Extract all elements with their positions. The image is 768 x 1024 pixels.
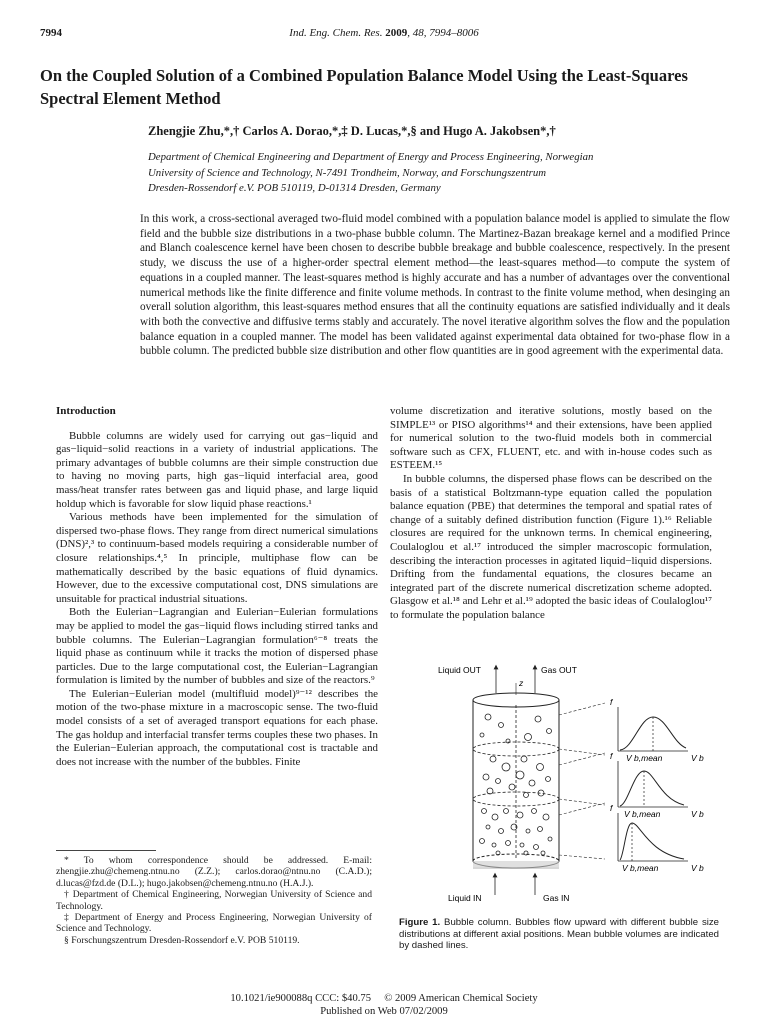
journal-volume-pages: , 48, 7994–8006: [407, 27, 479, 39]
f-axis-label: f: [610, 751, 613, 761]
gas-in-label: Gas IN: [543, 893, 570, 903]
bubble-volume-label: V b: [691, 863, 704, 873]
z-axis-label: z: [519, 678, 524, 688]
bubble-volume-label: V b: [691, 809, 704, 819]
body-paragraph: volume discretization and iterative solutions, mostly based on the SIMPLE¹³ or PISO algorithms¹⁴ and their extensions, have been applied for numerical solution to the two-fluid models both in commercial software such as CFX, FLUENT, etc. and with in-house codes such as ESTEEM.¹⁵: [390, 405, 712, 472]
page-number: 7994: [40, 27, 62, 39]
liquid-in-label: Liquid IN: [448, 893, 482, 903]
journal-citation: [0, 27, 768, 39]
mean-volume-label: V b,mean: [622, 863, 659, 873]
body-paragraph: Both the Eulerian−Lagrangian and Eulerian−Eulerian formulations may be applied to model the gas−liquid flows including stirred tanks and bubble columns. The Eulerian−Lagrangian formulation⁶⁻⁸ treats the liquid phase as continuum while it tracks the motion of dispersed phase particles. Due to the large computational cost, the Eulerian−Lagrangian formulation is limited by the number of bubbles and size of the reactors.⁹: [56, 606, 378, 687]
journal-name: Ind. Eng. Chem. Res.: [289, 27, 383, 39]
author-list: Zhengjie Zhu,*,† Carlos A. Dorao,*,‡ D. Lucas,*,§ and Hugo A. Jakobsen*,†: [148, 124, 556, 138]
body-paragraph: The Eulerian−Eulerian model (multifluid model)⁹⁻¹² describes the motion of the two-phase mixture in a macroscopic sense. The two-fluid model consists of a set of averaged transport equations for each phase. The gas holdup and interfacial transfer terms couples these two phases. In the Eulerian−Eulerian approach, the computational cost is tractable and does not increase with the number of the bubbles. Finite: [56, 687, 378, 768]
figure-caption-text: Bubble column. Bubbles flow upward with different bubble size distributions at different axial positions. Mean bubble volumes are indicated by dashed lines.: [399, 917, 720, 951]
gas-out-label: Gas OUT: [541, 665, 577, 675]
published-date: Published on Web 07/02/2009: [320, 1006, 448, 1017]
right-column: [390, 405, 712, 623]
bubble-volume-label: V b: [691, 753, 704, 763]
f-axis-label: f: [610, 803, 613, 813]
section-heading-introduction: Introduction: [56, 405, 116, 417]
page-footer: [0, 992, 768, 1018]
affiliation-line: Dresden-Rossendorf e.V. POB 510119, D-01314 Dresden, Germany: [148, 182, 441, 194]
abstract: In this work, a cross-sectional averaged two-fluid model combined with a population balance model is applied to simulate the flow field and the bubble size distributions in a two-phase bubble column. The Martinez-Bazan breakage kernel and a modified Prince and Blanch coalescence kernel have been chosen to describe bubble breakage and bubble coalescence, respectively. In the present study, we discuss the use of a higher-order spectral element method—the least-squares method—to compute the system of equations in a coupled manner. The least-squares method is highly accurate and has a number of advantages over the conventional numerical methods like the finite difference and finite volume methods. In contrast to the finite volume method, when desinging an overall solution algorithm, this least-squares method ensures that all the continuity equations are satisfied individually and it deals with both the convective and diffusive terms stably and accurately. The novel iterative algorithm solves the flow and the population balance equation in a coupled manner. The model has been validated against experimental data obtained for two-phase flow in a bubble column. The predicted bubble size distribution and other flow quantities are in good agreement with the experimental data.: [140, 213, 730, 358]
section-planes: [473, 705, 559, 859]
f-axis-label: f: [610, 697, 613, 707]
connector-lines: [559, 703, 605, 859]
body-paragraph: Bubble columns are widely used for carrying out gas−liquid and gas−liquid−solid reactions in a variety of industrial applications. The primary advantages of bubble columns are their simple construction due to having no moving parts, high gas−liquid interfacial area, good mass/heat transfer rates between gas and liquid phase, and large liquid holdup which is favorable for slow liquid phase reactions.¹: [56, 429, 378, 510]
affiliation-line: Department of Chemical Engineering and Department of Energy and Process Engineering, Norwegian: [148, 151, 594, 163]
footnote-affiliation: ‡ Department of Energy and Process Engineering, Norwegian University of Science and Technology.: [56, 912, 372, 935]
footnote-affiliation: § Forschungszentrum Dresden-Rossendorf e.V. POB 510119.: [64, 934, 300, 946]
figure-caption-label: Figure 1.: [399, 917, 441, 928]
doi-copyright-line: 10.1021/ie900088q CCC: $40.75 © 2009 American Chemical Society: [230, 993, 538, 1004]
figure-caption: [399, 917, 719, 952]
affiliation: [148, 150, 728, 197]
footnote-divider: [56, 850, 156, 851]
body-paragraph: Various methods have been implemented for the simulation of dispersed two-phase flows. They range from direct numerical simulations (DNS)²,³ to continuum-based models requiring a considerable number of closure relationships.⁴,⁵ In principle, multiphase flow can be mathematically described by the basic equations of fluid dynamics. However, due to the excessive computational cost, DNS simulations are unsuitable for practical industrial situations.: [56, 511, 378, 605]
body-paragraph: In bubble columns, the dispersed phase flows can be described on the basis of a statistical Boltzmann-type equation called the population balance equation (PBE) that determines the temporal and spatial rates of change of a suitably defined distribution function (Figure 1).¹⁶ Reliable closures are required for the unknown terms. In chemical engineering, Coulaloglou et al.¹⁷ introduced the simpler macroscopic formulation, describing the interaction processes in agitated liquid−liquid dispersions. Drifting from the fundamental equations, the closures became an integrated part of the discrete numerical discretization scheme adopted. Glasgow et al.¹⁸ and Lehr et al.¹⁹ adopted the basic ideas of Coulaloglou¹⁷ to formulate the population balance: [390, 472, 712, 621]
footnote-correspondence: * To whom correspondence should be addressed. E-mail: zhengjie.zhu@chemeng.ntnu.no (Z.Z.); carlos.dorao@ntnu.no (C.A.D.); d.lucas@fzd.de (D.L.); hugo.jakobsen@chemeng.ntnu.no (H.A.J.).: [56, 855, 372, 889]
mean-volume-label: V b,mean: [626, 753, 663, 763]
left-column: [56, 405, 378, 769]
journal-year: 2009: [385, 27, 408, 39]
footnote-affiliation: † Department of Chemical Engineering, Norwegian University of Science and Technology.: [56, 889, 372, 912]
liquid-out-label: Liquid OUT: [438, 665, 481, 675]
bubble-column-figure: [398, 655, 728, 905]
affiliation-line: University of Science and Technology, N-7491 Trondheim, Norway, and Forschungszentrum: [148, 166, 547, 179]
mean-volume-label: V b,mean: [624, 809, 661, 819]
footnotes: [56, 855, 372, 946]
distribution-plot-top: [610, 697, 704, 763]
paper-title: On the Coupled Solution of a Combined Population Balance Model Using the Least-Squares Spectral Element Method: [40, 66, 688, 108]
